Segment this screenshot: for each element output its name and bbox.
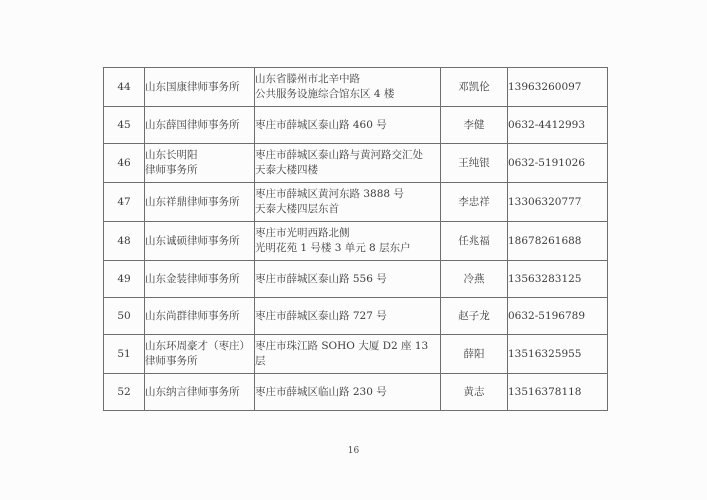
cell-address-line: 枣庄市薛城区黄河东路 3888 号 xyxy=(255,188,404,200)
law-firm-table xyxy=(103,67,608,411)
cell-phone-line: 13963260097 xyxy=(508,80,582,93)
cell-address xyxy=(255,335,441,374)
cell-number xyxy=(104,144,145,183)
table-row xyxy=(104,183,608,222)
cell-contact xyxy=(441,183,508,222)
cell-number xyxy=(104,107,145,144)
cell-address-line: 枣庄市薛城区临山路 230 号 xyxy=(255,385,387,398)
cell-phone-line: 18678261688 xyxy=(508,234,582,247)
cell-firm-name xyxy=(145,374,255,411)
cell-phone xyxy=(508,107,608,144)
table-row xyxy=(104,68,608,107)
cell-contact-line: 赵子龙 xyxy=(458,309,490,322)
cell-contact-line: 任兆福 xyxy=(458,234,490,247)
table-row xyxy=(104,261,608,298)
cell-address xyxy=(255,144,441,183)
page-number: 16 xyxy=(347,446,360,456)
cell-phone xyxy=(508,68,608,107)
cell-contact xyxy=(441,222,508,261)
table-row xyxy=(104,298,608,335)
cell-number-line: 46 xyxy=(117,156,131,169)
cell-address-line: 天泰大楼四楼 xyxy=(255,164,318,176)
cell-number-line: 48 xyxy=(117,234,131,247)
cell-number xyxy=(104,222,145,261)
table-row xyxy=(104,222,608,261)
cell-address xyxy=(255,374,441,411)
cell-address-line: 枣庄市光明西路北侧 xyxy=(255,227,350,239)
cell-number-line: 47 xyxy=(117,195,131,208)
cell-number xyxy=(104,335,145,374)
cell-contact-line: 王纯银 xyxy=(458,156,490,169)
cell-contact xyxy=(441,335,508,374)
cell-number xyxy=(104,183,145,222)
cell-contact-line: 李健 xyxy=(463,118,485,131)
cell-phone-line: 0632-5191026 xyxy=(508,156,586,169)
cell-phone xyxy=(508,144,608,183)
cell-number xyxy=(104,374,145,411)
cell-contact xyxy=(441,298,508,335)
cell-address-line: 公共服务设施综合馆东区 4 楼 xyxy=(255,88,395,100)
cell-firm-name xyxy=(145,222,255,261)
cell-phone xyxy=(508,261,608,298)
cell-contact xyxy=(441,107,508,144)
cell-address-line: 光明花苑 1 号楼 3 单元 8 层东户 xyxy=(255,242,411,254)
cell-firm-name xyxy=(145,261,255,298)
cell-phone-line: 13516325955 xyxy=(508,347,582,360)
table-row xyxy=(104,107,608,144)
cell-firm-name-line: 律师事务所 xyxy=(145,164,198,176)
cell-number-line: 50 xyxy=(117,309,131,322)
cell-phone-line: 0632-4412993 xyxy=(508,118,586,131)
cell-firm-name xyxy=(145,335,255,374)
cell-contact-line: 薛阳 xyxy=(463,347,485,360)
cell-contact xyxy=(441,68,508,107)
cell-number-line: 49 xyxy=(117,272,131,285)
cell-number-line: 45 xyxy=(117,118,131,131)
cell-address-line: 枣庄市薛城区泰山路 727 号 xyxy=(255,309,387,322)
cell-address-line: 枣庄市薛城区泰山路 556 号 xyxy=(255,272,387,285)
cell-number-line: 44 xyxy=(117,80,131,93)
cell-address xyxy=(255,107,441,144)
cell-contact-line: 黄志 xyxy=(463,385,485,398)
cell-address xyxy=(255,183,441,222)
table-row xyxy=(104,335,608,374)
cell-phone xyxy=(508,335,608,374)
cell-phone-line: 13306320777 xyxy=(508,195,582,208)
cell-number-line: 51 xyxy=(117,347,131,360)
cell-firm-name-line: 律师事务所 xyxy=(145,355,198,367)
cell-firm-name-line: 山东薛国律师事务所 xyxy=(145,118,240,131)
cell-address-line: 枣庄市薛城区泰山路与黄河路交汇处 xyxy=(255,149,423,161)
cell-address xyxy=(255,261,441,298)
cell-firm-name-line: 山东长明阳 xyxy=(145,149,198,161)
cell-phone xyxy=(508,374,608,411)
table-row xyxy=(104,144,608,183)
cell-contact xyxy=(441,374,508,411)
cell-address xyxy=(255,68,441,107)
cell-firm-name-line: 山东诚硕律师事务所 xyxy=(145,234,240,247)
cell-phone xyxy=(508,298,608,335)
cell-firm-name-line: 山东纳言律师事务所 xyxy=(145,385,240,398)
cell-address-line: 枣庄市薛城区泰山路 460 号 xyxy=(255,118,387,131)
cell-address-line: 天泰大楼四层东首 xyxy=(255,203,339,215)
cell-address xyxy=(255,222,441,261)
cell-contact-line: 李忠祥 xyxy=(458,195,490,208)
cell-contact-line: 邓凯伦 xyxy=(458,80,490,93)
cell-contact xyxy=(441,144,508,183)
cell-contact-line: 冷燕 xyxy=(463,272,485,285)
cell-firm-name-line: 山东祥鼎律师事务所 xyxy=(145,195,240,208)
cell-firm-name-line: 山东尚群律师事务所 xyxy=(145,309,240,322)
cell-firm-name xyxy=(145,107,255,144)
cell-firm-name xyxy=(145,68,255,107)
cell-phone xyxy=(508,183,608,222)
cell-address-line: 枣庄市珠江路 SOHO 大厦 D2 座 13 层 xyxy=(255,340,429,367)
cell-number xyxy=(104,68,145,107)
cell-phone-line: 0632-5196789 xyxy=(508,309,586,322)
cell-number xyxy=(104,298,145,335)
cell-firm-name-line: 山东金装律师事务所 xyxy=(145,272,240,285)
table-row xyxy=(104,374,608,411)
cell-phone-line: 13563283125 xyxy=(508,272,582,285)
cell-number-line: 52 xyxy=(117,385,131,398)
cell-contact xyxy=(441,261,508,298)
cell-address-line: 山东省滕州市北辛中路 xyxy=(255,73,360,85)
cell-address xyxy=(255,298,441,335)
cell-firm-name-line: 山东环周豪才（枣庄） xyxy=(145,340,250,352)
cell-firm-name xyxy=(145,144,255,183)
cell-phone xyxy=(508,222,608,261)
cell-firm-name-line: 山东国康律师事务所 xyxy=(145,80,240,93)
cell-phone-line: 13516378118 xyxy=(508,385,582,398)
cell-number xyxy=(104,261,145,298)
cell-firm-name xyxy=(145,298,255,335)
cell-firm-name xyxy=(145,183,255,222)
